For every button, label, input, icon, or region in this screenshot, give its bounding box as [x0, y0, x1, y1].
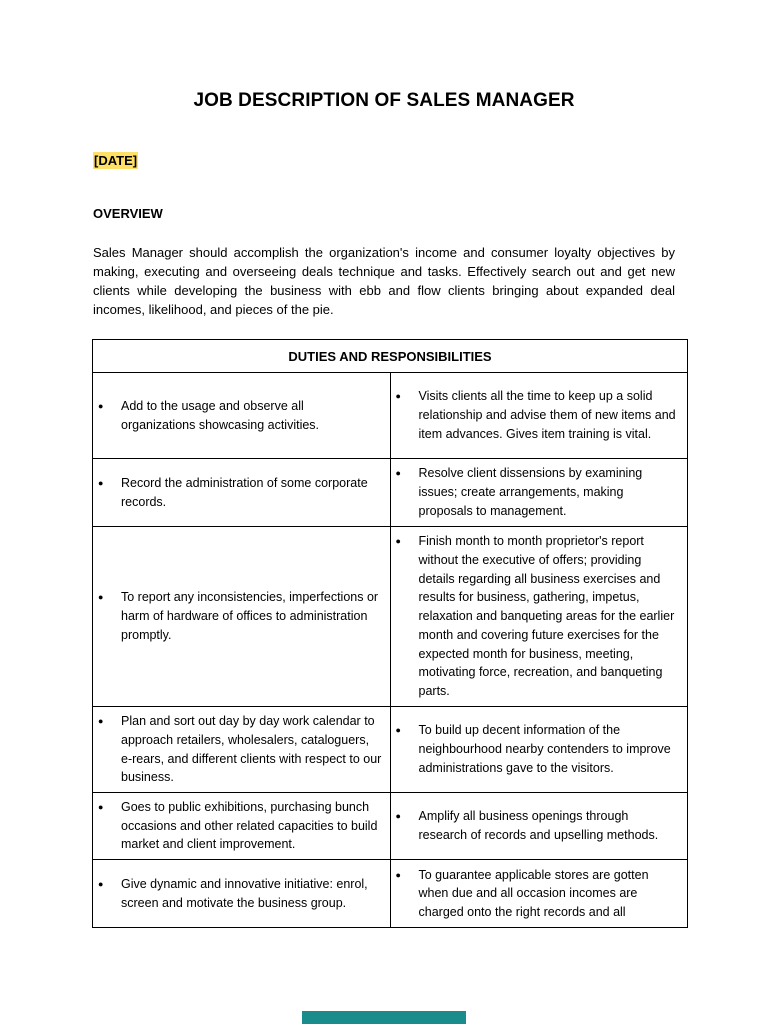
- bullet-icon: ●: [98, 400, 104, 411]
- table-header: DUTIES AND RESPONSIBILITIES: [93, 340, 688, 373]
- duty-cell-right: [390, 459, 688, 527]
- bullet-icon: ●: [395, 811, 401, 822]
- table-row: [93, 459, 688, 527]
- duty-cell-right: [390, 707, 688, 793]
- duty-cell-right: [390, 860, 688, 928]
- table-row: [93, 373, 688, 459]
- duty-text: To guarantee applicable stores are gotten when due and all occasion incomes are charged onto the right records and all: [418, 867, 649, 919]
- date-placeholder: [DATE]: [94, 153, 138, 168]
- table-row: [93, 527, 688, 707]
- bullet-icon: ●: [395, 536, 401, 547]
- duty-text: Add to the usage and observe all organizations showcasing activities.: [121, 398, 320, 432]
- duty-text: Resolve client dissensions by examining issues; create arrangements, making proposals to management.: [418, 466, 643, 518]
- table-row: [93, 860, 688, 928]
- duty-cell-right: [390, 373, 688, 459]
- duty-text: Plan and sort out day by day work calendar to approach retailers, wholesalers, cataloguers, e-rears, and different clients with respect to our business.: [121, 714, 382, 785]
- bullet-icon: ●: [395, 468, 401, 479]
- duty-text: To report any inconsistencies, imperfections or harm of hardware of offices to administration promptly.: [121, 590, 379, 642]
- document-title: JOB DESCRIPTION OF SALES MANAGER: [193, 90, 575, 111]
- bullet-icon: ●: [98, 592, 104, 603]
- bullet-icon: ●: [98, 878, 104, 889]
- duties-table: [92, 339, 688, 928]
- table-row: [93, 707, 688, 793]
- duty-text: Finish month to month proprietor's report without the executive of offers; providing details regarding all business exercises and results for business, gathering, impetus, relaxation and banqueting areas for the earlier month and covering future exercises for the expected month for business, meeting, motivating force, recreation, and banqueting parts.: [418, 534, 675, 698]
- duty-cell-left: [93, 373, 391, 459]
- duty-text: Goes to public exhibitions, purchasing bunch occasions and other related capacities to build market and client improvement.: [121, 800, 378, 852]
- duty-cell-left: [93, 860, 391, 928]
- bullet-icon: ●: [98, 802, 104, 812]
- bullet-icon: ●: [98, 716, 104, 727]
- duty-text: To build up decent information of the neighbourhood nearby contenders to improve administrations gave to the visitors.: [418, 723, 671, 775]
- overview-paragraph: Sales Manager should accomplish the organization's income and consumer loyalty objectives by making, executing and overseeing deals technique and tasks. Effectively search out and get new clients while developing the business with ebb and flow clients bringing about expanded deal incomes, likelihood, and pieces of the pie.: [93, 245, 675, 317]
- duty-text: Record the administration of some corporate records.: [121, 475, 368, 509]
- duty-text: Visits clients all the time to keep up a solid relationship and advise them of new items and item advances. Gives item training is vital.: [418, 389, 676, 441]
- duty-text: Give dynamic and innovative initiative: enrol, screen and motivate the business group.: [121, 876, 368, 910]
- duty-cell-left: [93, 707, 391, 793]
- bullet-icon: ●: [395, 391, 401, 402]
- duty-text: Amplify all business openings through research of records and upselling methods.: [418, 809, 659, 843]
- bullet-icon: ●: [395, 725, 401, 736]
- duty-cell-left: [93, 459, 391, 527]
- duty-cell-left: [93, 527, 391, 707]
- duty-cell-left: [93, 793, 391, 860]
- duty-cell-right: [390, 793, 688, 860]
- table-row: [93, 793, 688, 860]
- footer-bar: [302, 1011, 466, 1024]
- bullet-icon: ●: [98, 477, 104, 488]
- overview-heading: OVERVIEW: [93, 206, 163, 221]
- bullet-icon: ●: [395, 869, 401, 880]
- table-header-row: [93, 340, 688, 373]
- duty-cell-right: [390, 527, 688, 707]
